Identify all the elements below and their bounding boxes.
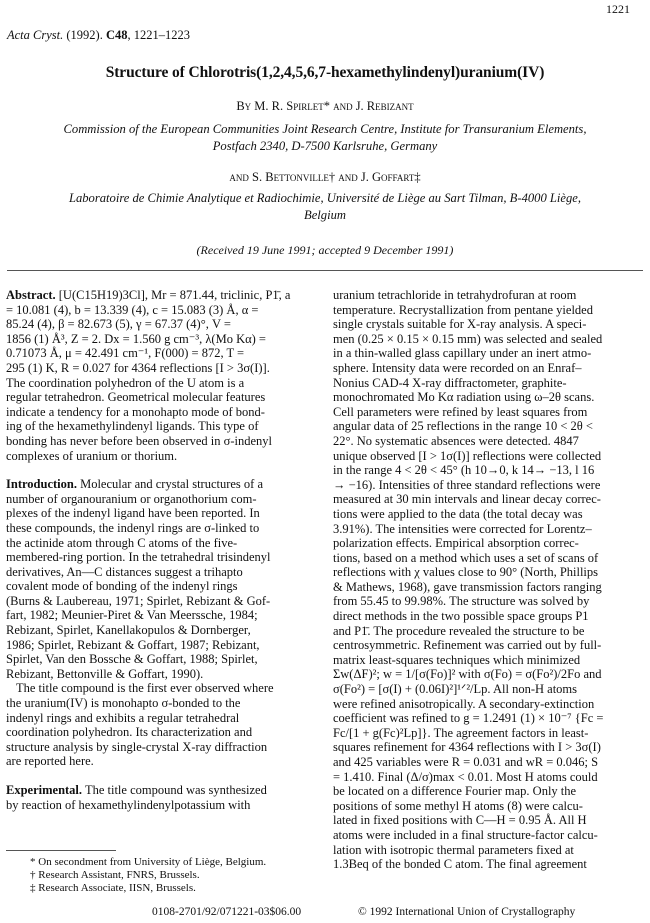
intro-line: The title compound is the first ever observed where: [16, 681, 274, 696]
footnote: † Research Assistant, FNRS, Brussels.: [30, 869, 200, 882]
body-line: coefficient was refined to g = 1.2491 (1) × 10⁻⁷ {Fc =: [333, 711, 604, 726]
body-line: lation with isotropic thermal parameters fixed at: [333, 842, 574, 857]
intro-line: 1986; Spirlet, Rebizant & Goffart, 1987; Rebizant,: [6, 637, 260, 652]
intro-line: Introduction. Molecular and crystal structures of a: [6, 477, 264, 492]
abstract-heading: Abstract.: [6, 288, 56, 302]
abstract-line: 1856 (1) Å³, Z = 2. Dx = 1.560 g cm⁻³, λ(Mo Kα) =: [6, 331, 266, 346]
body-line: 3.91%). The intensities were corrected for Lorentz–: [333, 521, 592, 536]
abstract-line: = 10.081 (4), b = 13.339 (4), c = 15.083 (3) Å, α =: [6, 302, 259, 317]
body-line: tions were applied to the data (the total decay was: [333, 506, 583, 521]
affiliation-1-line-1: Commission of the European Communities Joint Research Centre, Institute for Transuranium Elements,: [63, 122, 587, 136]
body-line: → −16). Intensities of three standard reflections were: [333, 477, 601, 492]
intro-line: derivatives, An—C distances suggest a trihapto: [6, 564, 243, 579]
paper-title: Structure of Chlorotris(1,2,4,5,6,7-hexamethylindenyl)uranium(IV): [105, 64, 545, 81]
intro-line: number of organouranium or organothorium com-: [6, 491, 257, 506]
right-column: [333, 288, 645, 872]
abstract-line: Abstract. [U(C15H19)3Cl], Mr = 871.44, triclinic, P1̄, a: [6, 288, 291, 302]
body-line: reflections with χ values close to 90° (North, Phillips: [333, 565, 599, 580]
body-line: unique observed [I > 1σ(I)] reflections were collected: [333, 448, 602, 463]
experimental-heading: Experimental.: [6, 783, 83, 797]
citation-year: (1992).: [66, 28, 103, 42]
affiliation-2: [20, 190, 630, 224]
abstract-line: bonding has never before been observed in σ-indenyl: [6, 433, 273, 448]
body-line: atoms were included in a final structure-factor calcu-: [333, 827, 598, 842]
author-names-1: M. R. Spirlet* and J. Rebizant: [254, 99, 414, 113]
body-line: men (0.25 × 0.15 × 0.15 mm) was selected and sealed: [333, 331, 603, 346]
intro-line: coordination polyhedron. Its characterization and: [6, 725, 253, 740]
footnote: * On secondment from University of Liège, Belgium.: [30, 856, 267, 868]
intro-line: indenyl rings and exhibits a regular tetrahedral: [6, 710, 240, 725]
body-line: from 55.45 to 99.98%. The structure was solved by: [333, 594, 590, 609]
intro-line: covalent mode of bonding of the indenyl rings: [6, 579, 238, 594]
body-line: were refined anisotropically. A secondary-extinction: [333, 696, 595, 711]
footnote-divider: [6, 850, 116, 851]
body-line: 1.3Beq of the bonded C atom. The final agreement: [333, 857, 587, 872]
abstract-section: [6, 288, 318, 463]
and-word: and: [229, 170, 249, 184]
body-line: and 425 variables were R = 0.031 and wR = 0.046; S: [333, 755, 599, 769]
body-line: polarization effects. Empirical absorption correc-: [333, 536, 579, 551]
introduction-section: [6, 477, 318, 769]
body-line: in a thin-walled glass capillary under an inert atmo-: [333, 346, 592, 361]
abstract-line: The coordination polyhedron of the U atom is a: [6, 375, 245, 390]
body-line: in the range 4 < 2θ < 45° (h 10→0, k 14→ −13, l 16: [333, 463, 595, 478]
body-line: = 1.410. Final (Δ/σ)max < 0.01. Most H atoms could: [333, 769, 598, 784]
body-line: Σw(ΔF)²; w = 1/[σ(Fo)]² with σ(Fo) = σ(Fo²)/2Fo and: [333, 667, 602, 682]
citation-pages: , 1221–1223: [127, 28, 190, 42]
author-names-2: S. Bettonville† and J. Goffart‡: [252, 170, 421, 184]
body-line: and P1̄. The procedure revealed the structure to be: [333, 623, 585, 638]
abstract-line: 295 (1) K, R = 0.027 for 4364 reflections [I > 3σ(I)].: [6, 360, 270, 375]
by-word: By: [236, 99, 252, 113]
body-line: be located on a difference Fourier map. Only the: [333, 784, 577, 799]
intro-line: these compounds, the indenyl rings are σ-linked to: [6, 520, 260, 535]
citation-volume: C48: [105, 28, 128, 42]
body-line: Fc/[1 + g(Fc)²Lp]}. The agreement factors in least-: [333, 725, 589, 740]
body-line: single crystals suitable for X-ray analysis. A speci-: [333, 317, 587, 332]
body-line: tions, based on a method which uses a set of scans of: [333, 550, 599, 565]
footnote: ‡ Research Associate, IISN, Brussels.: [30, 882, 196, 895]
intro-line: the actinide atom through C atoms of the five-: [6, 535, 238, 550]
intro-line: are reported here.: [6, 754, 94, 769]
abstract-line: complexes of uranium or thorium.: [6, 448, 178, 463]
affiliation-1: [20, 121, 630, 155]
body-line: σ(Fo²) = [σ(I) + (0.06I)²]¹ᐟ²/Lp. All non-H atoms: [333, 682, 578, 697]
body-line: temperature. Recrystallization from pentane yielded: [333, 302, 593, 317]
body-line: Cell parameters were refined by least squares from: [333, 404, 588, 419]
body-line: angular data of 25 reflections in the range 10 < 2θ <: [333, 419, 593, 434]
footnotes: [30, 856, 320, 896]
body-line: uranium tetrachloride in tetrahydrofuran at room: [333, 288, 577, 302]
intro-line: membered-ring portion. In the tetrahedral trisindenyl: [6, 550, 271, 565]
body-line: sphere. Intensity data were recorded on an Enraf–: [333, 360, 582, 375]
affiliation-2-line-2: Belgium: [304, 208, 346, 222]
journal-name: Acta Cryst.: [7, 28, 64, 42]
received-dates: (Received 19 June 1991; accepted 9 December 1991): [196, 243, 454, 257]
abstract-line: regular tetrahedron. Geometrical molecular features: [6, 390, 266, 405]
abstract-line: 0.71073 Å, μ = 42.491 cm⁻¹, F(000) = 872, T =: [6, 346, 245, 361]
experimental-line: by reaction of hexamethylindenylpotassium with: [6, 797, 251, 812]
intro-line: the uranium(IV) is monohapto σ-bonded to the: [6, 696, 241, 711]
body-line: lated in fixed positions with C—H = 0.95 Å. All H: [333, 813, 587, 828]
introduction-heading: Introduction.: [6, 477, 77, 492]
abstract-line: indicate a tendency for a monohapto mode of bond-: [6, 404, 265, 419]
body-line: monochromated Mo Kα radiation using ω–2θ scans.: [333, 390, 595, 405]
body-line: direct methods in the two possible space groups P1: [333, 609, 589, 624]
experimental-line: Experimental. The title compound was synthesized: [6, 783, 267, 797]
author-line-2: [0, 170, 650, 185]
affiliation-2-line-1: Laboratoire de Chimie Analytique et Radiochimie, Université de Liège au Sart Tilman, B-4000 Liège,: [68, 191, 582, 205]
experimental-section: [6, 783, 318, 812]
journal-citation: [7, 28, 190, 43]
intro-line: Spirlet, Van den Bossche & Goffart, 1988; Spirlet,: [6, 652, 258, 667]
affiliation-1-line-2: Postfach 2340, D-7500 Karlsruhe, Germany: [212, 139, 438, 153]
body-line: 22°. No systematic absences were detected. 4847: [333, 433, 579, 448]
body-line: positions of some methyl H atoms (8) were calcu-: [333, 798, 583, 813]
intro-line: (Burns & Laubereau, 1971; Spirlet, Rebizant & Gof-: [6, 593, 271, 608]
left-column: [6, 288, 318, 812]
intro-line: plexes of the indenyl ligand have been reported. In: [6, 506, 260, 521]
body-line: centrosymmetric. Refinement was carried out by full-: [333, 638, 602, 653]
intro-line: structure analysis by single-crystal X-ray diffraction: [6, 739, 268, 754]
article-code: 0108-2701/92/071221-03$06.00: [152, 906, 302, 918]
copyright: © 1992 International Union of Crystallography: [358, 906, 576, 918]
body-line: Nonius CAD-4 X-ray diffractometer, graphite-: [333, 375, 567, 390]
intro-line: Rebizant, Bettonville & Goffart, 1990).: [6, 666, 204, 681]
body-line: matrix least-squares techniques which minimized: [333, 652, 581, 667]
abstract-line: 85.24 (4), β = 82.673 (5), γ = 67.37 (4)°, V =: [6, 317, 231, 332]
header-divider: [7, 270, 643, 271]
author-line-1: [0, 99, 650, 114]
body-line: & Mathews, 1968), gave transmission factors ranging: [333, 579, 602, 594]
body-line: measured at 30 min intervals and linear decay correc-: [333, 492, 601, 507]
abstract-line: ing of the hexamethylindenyl ligands. This type of: [6, 419, 259, 434]
page-number: 1221: [606, 2, 630, 16]
body-line: squares refinement for 4364 reflections with I > 3σ(I): [333, 740, 601, 755]
intro-line: Rebizant, Spirlet, Kanellakopulos & Dornberger,: [6, 623, 251, 638]
intro-line: fart, 1982; Meunier-Piret & Van Meerssche, 1984;: [6, 608, 258, 623]
